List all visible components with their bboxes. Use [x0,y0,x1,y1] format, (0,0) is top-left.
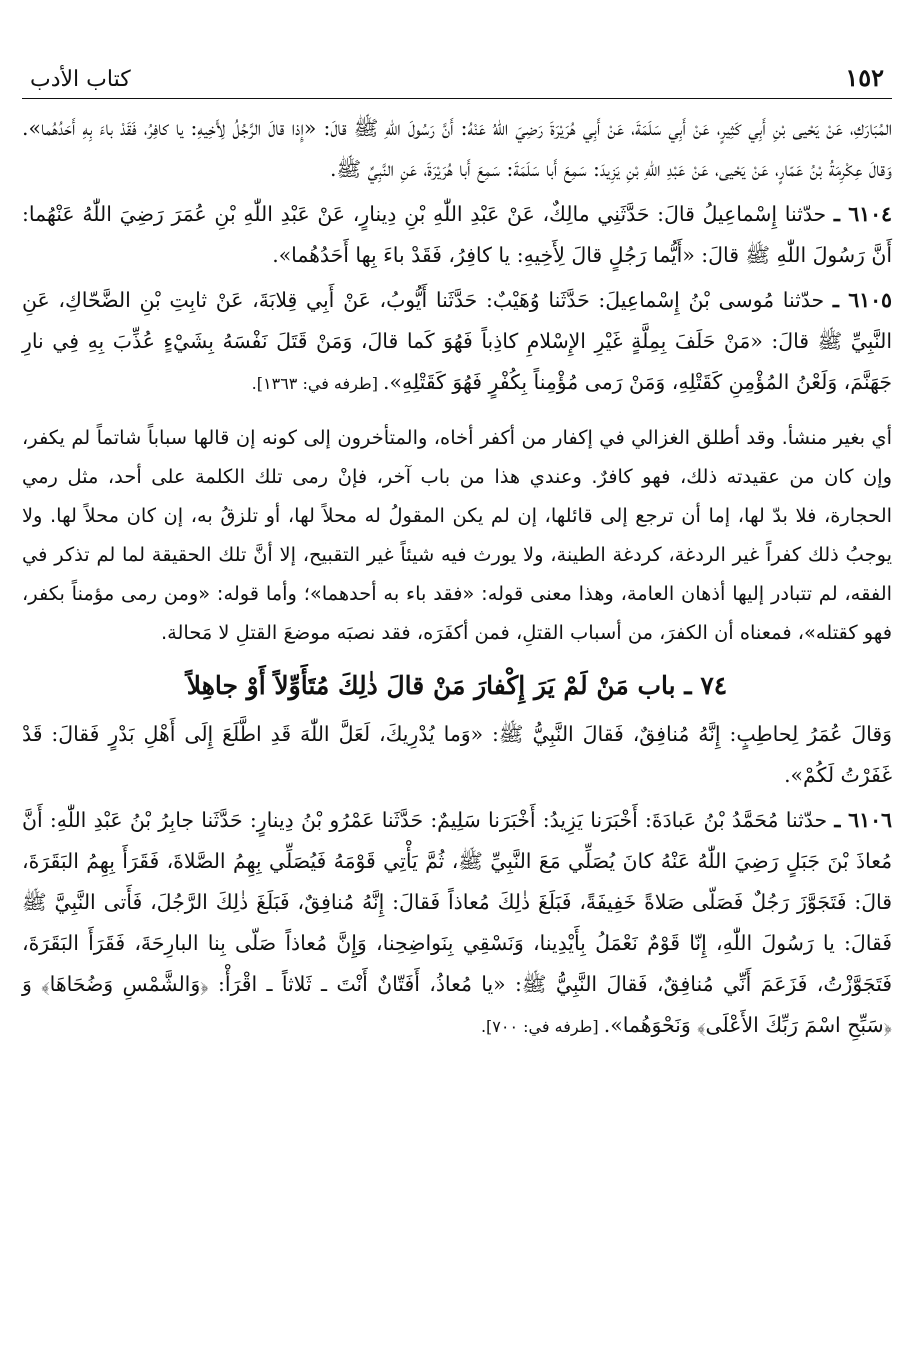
page-body [22,108,892,1047]
book-page [22,0,892,1357]
cross-reference: [طرفه في: ١٣٦٣]. [251,374,384,393]
running-title: كتاب الأدب [30,67,131,92]
chapter-intro: وَقالَ عُمَرُ لِحاطِبٍ: إِنَّهُ مُنافِقٌ، فَقالَ النَّبِيُّ ﷺ: «وَما يُدْرِيكَ، لَعَلَّ اللّٰهَ قَدِ اطَّلَعَ إِلَى أَهْلِ بَدْرٍ فَقالَ: قَدْ غَفَرْتُ لَكُمْ». [22,722,892,787]
chapter-heading: ٧٤ ـ باب مَنْ لَمْ يَرَ إِكْفارَ مَنْ قالَ ذٰلِكَ مُتَأَوِّلاً أَوْ جاهِلاً [186,671,728,700]
page-header [22,52,892,99]
cross-reference: [طرفه في: ٧٠٠]. [480,1017,604,1036]
hadith-text: حدّثنا إِسْماعِيلُ قالَ: حَدَّثَنِي مالِكٌ، عَنْ عَبْدِ اللّٰهِ بْنِ دِينارٍ، عَنْ عَبْدِ اللّٰهِ بْنِ عُمَرَ رَضِيَ اللّٰهُ عَنْهُما: أَنَّ رَسُولَ اللّٰهِ ﷺ قالَ: «أَيُّما رَجُلٍ قالَ لِأَخِيهِ: يا كافِرُ، فَقَدْ باءَ بِها أَحَدُهُما». [22,202,892,267]
hadith-continuation: المُبَارَكِ، عَنْ يَحْيى بْنِ أَبِي كَثِيرٍ، عَنْ أَبِي سَلَمَةَ، عَنْ أَبِي هُرَيْرَةَ رَضِيَ اللّٰهُ عَنْهُ: أَنَّ رَسُولَ اللّٰهِ ﷺ قالَ: «إِذا قالَ الرَّجُلُ لِأَخِيهِ: يا كافِرُ، فَقَدْ باءَ بِهِ أَحَدُهُما». وَقالَ عِكْرِمَةُ بْنُ عَمّارٍ، عَنْ يَحْيى، عَنْ عَبْدِ اللّٰهِ بْنِ يَزِيدَ: سَمِعَ أَبا سَلَمَةَ: سَمِعَ أَبا هُرَيْرَةَ، عَنِ النَّبِيِّ ﷺ. [22,116,892,181]
hadith-6106 [22,800,892,1047]
hadith-text: حدّثنا مُحَمَّدُ بْنُ عَبادَةَ: أَخْبَرَنا يَزِيدُ: أَخْبَرَنا سَلِيمٌ: حَدَّثَنا عَمْرُو بْنُ دِينارٍ: حَدَّثَنا جابِرُ بْنُ عَبْدِ اللّٰهِ: أَنَّ مُعاذَ بْنَ جَبَلٍ رَضِيَ اللّٰهُ عَنْهُ كانَ يُصَلِّي مَعَ النَّبِيِّ ﷺ، ثُمَّ يَأْتِي قَوْمَهُ فَيُصَلِّي بِهِمُ الصَّلاةَ، فَقَرَأَ بِهِمُ البَقَرَةَ، قالَ: فَتَجَوَّزَ رَجُلٌ فَصَلّى صَلاةً خَفِيفَةً، فَبَلَغَ ذٰلِكَ مُعاذاً فَقالَ: إِنَّهُ مُنافِقٌ، فَبَلَغَ ذٰلِكَ الرَّجُلَ، فَأَتى النَّبِيَّ ﷺ فَقالَ: يا رَسُولَ اللّٰهِ، إِنّا قَوْمٌ نَعْمَلُ بِأَيْدِينا، وَنَسْقِي بِنَواضِحِنا، وَإِنَّ مُعاذاً صَلّى بِنا البارِحَةَ، فَقَرَأَ البَقَرَةَ، فَتَجَوَّزْتُ، فَزَعَمَ أَنِّي مُنافِقٌ، فَقالَ النَّبِيُّ ﷺ: «يا مُعاذُ، أَفَتّانٌ أَنْتَ ـ ثَلاثاً ـ اقْرَأْ: ﴿وَالشَّمْسِ وَضُحَاهَا﴾ وَ ﴿سَبِّحِ اسْمَ رَبِّكَ الأَعْلَى﴾ وَنَحْوَهُما». [22,808,892,1037]
hadith-number: ٦١٠٤ ـ [833,202,893,226]
hadith-text: حدّثنا مُوسى بْنُ إِسْماعِيلَ: حَدَّثَنا وُهَيْبٌ: حَدَّثَنا أَيُّوبُ، عَنْ أَبِي قِلابَةَ، عَنْ ثابِتِ بْنِ الضَّحّاكِ، عَنِ النَّبِيِّ ﷺ قالَ: «مَنْ حَلَفَ بِمِلَّةٍ غَيْرِ الإِسْلامِ كاذِباً فَهُوَ كَما قالَ، وَمَنْ قَتَلَ نَفْسَهُ بِشَيْءٍ عُذِّبَ بِهِ فِي نارِ جَهَنَّمَ، وَلَعْنُ المُؤْمِنِ كَقَتْلِهِ، وَمَنْ رَمى مُؤْمِناً بِكُفْرٍ فَهُوَ كَقَتْلِهِ». [22,288,892,394]
hadith-number: ٦١٠٥ ـ [832,288,892,312]
hadith-number: ٦١٠٦ ـ [834,808,892,832]
hadith-6105 [22,280,892,404]
page-number: ١٥٢ [845,63,884,92]
hadith-6104 [22,194,892,276]
commentary: أي بغير منشأ. وقد أطلق الغزالي في إكفار من أكفر أخاه، والمتأخرون إلى كونه إن قالها سباباً شاتماً لم يكفر، وإن كان من عقيدته ذلك، فهو كافرٌ. وعندي هذا من باب آخر، فإنْ رمى تلك الكلمة على أحد، مثل رمي الحجارة، فلا بدّ لها، إما أن ترجع إلى قائلها، إن لم يكن المقولُ له محلاً لها، أو تلزقُ به، إن كان محلاً لها. ولا يوجبُ ذلك كفراً غير الردغة، كردغة الطينة، ولا يورث فيه شيئاً غير التقبيح، إلا أنَّ تلك الحقيقة لما لم تذكر في الفقه، لم تتبادر إليها أذهان العامة، وهذا معنى قوله: «فقد باء به أحدهما»؛ وأما قوله: «ومن رمى مؤمناً بكفر، فهو كقتله»، فمعناه أن الكفرَ، من أسباب القتلِ، فمن أكفَرَه، فقد نصبَه موضعَ القتلِ لا مَحالة. [22,426,892,644]
